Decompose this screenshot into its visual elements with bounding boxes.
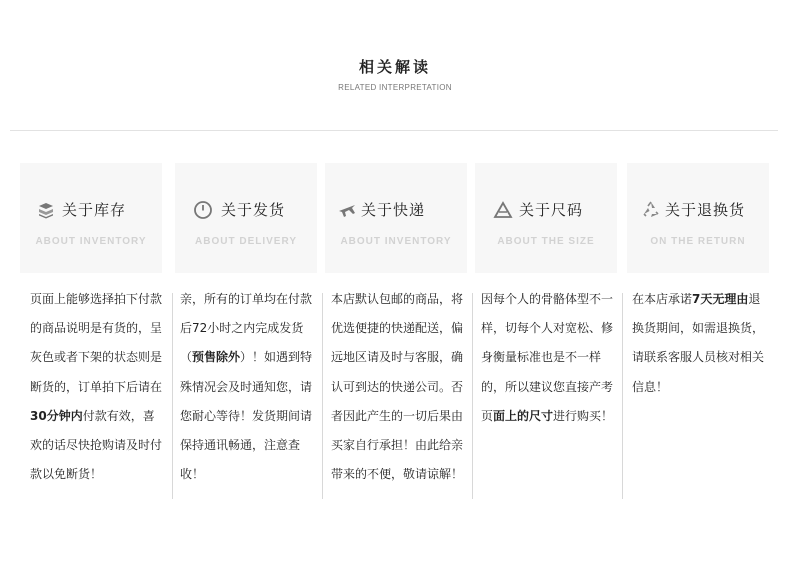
card-row <box>20 163 772 275</box>
card-title: 关于快递 <box>361 201 426 219</box>
column-divider <box>472 293 473 499</box>
ruler-icon <box>493 200 513 220</box>
card-subtitle: ABOUT INVENTORY <box>340 236 452 247</box>
section-header <box>0 56 790 92</box>
clock-icon <box>193 200 213 220</box>
boxes-icon <box>36 200 56 220</box>
card-express <box>325 163 467 273</box>
card-subtitle: ABOUT THE SIZE <box>497 236 595 247</box>
card-subtitle: ON THE RETURN <box>650 236 746 247</box>
column-divider <box>622 293 623 499</box>
section-subtitle: RELATED INTERPRETATION <box>338 83 452 92</box>
column-size: 因每个人的骨骼体型不一样，切每个人对宽松、修身衡量标准也是不一样的，所以建议您直接产考页面上的尺寸进行购买！ <box>481 292 614 423</box>
recycle-icon <box>641 200 661 220</box>
card-size <box>475 163 617 273</box>
column-divider <box>322 293 323 499</box>
section-title: 相关解读 <box>358 58 431 76</box>
card-title: 关于库存 <box>62 201 127 219</box>
card-subtitle: ABOUT DELIVERY <box>195 236 297 247</box>
column-divider <box>172 293 173 499</box>
card-inventory <box>20 163 162 273</box>
card-title: 关于尺码 <box>519 201 584 219</box>
column-inventory: 页面上能够选择拍下付款的商品说明是有货的，呈灰色或者下架的状态则是断货的，订单拍下后请在30分钟内付款有效，喜欢的话尽快抢购请及时付款以免断货！ <box>30 292 163 482</box>
card-subtitle: ABOUT INVENTORY <box>35 236 147 247</box>
card-title: 关于发货 <box>221 201 286 219</box>
airplane-icon <box>337 200 357 220</box>
card-delivery <box>175 163 317 273</box>
column-return: 在本店承诺7天无理由退换货期间，如需退换货，请联系客服人员核对相关信息！ <box>632 292 765 394</box>
column-express: 本店默认包邮的商品，将优选便捷的快递配送，偏远地区请及时与客服，确认可到达的快递公司。否者因此产生的一切后果由买家自行承担！由此给亲带来的不便，敬请谅解！ <box>331 292 464 482</box>
divider <box>10 130 778 131</box>
card-title: 关于退换货 <box>665 201 746 219</box>
card-return <box>627 163 769 273</box>
column-delivery: 亲，所有的订单均在付款后72小时之内完成发货（预售除外）！如遇到特殊情况会及时通知您，请您耐心等待！发货期间请保持通讯畅通，注意查收！ <box>180 292 313 482</box>
